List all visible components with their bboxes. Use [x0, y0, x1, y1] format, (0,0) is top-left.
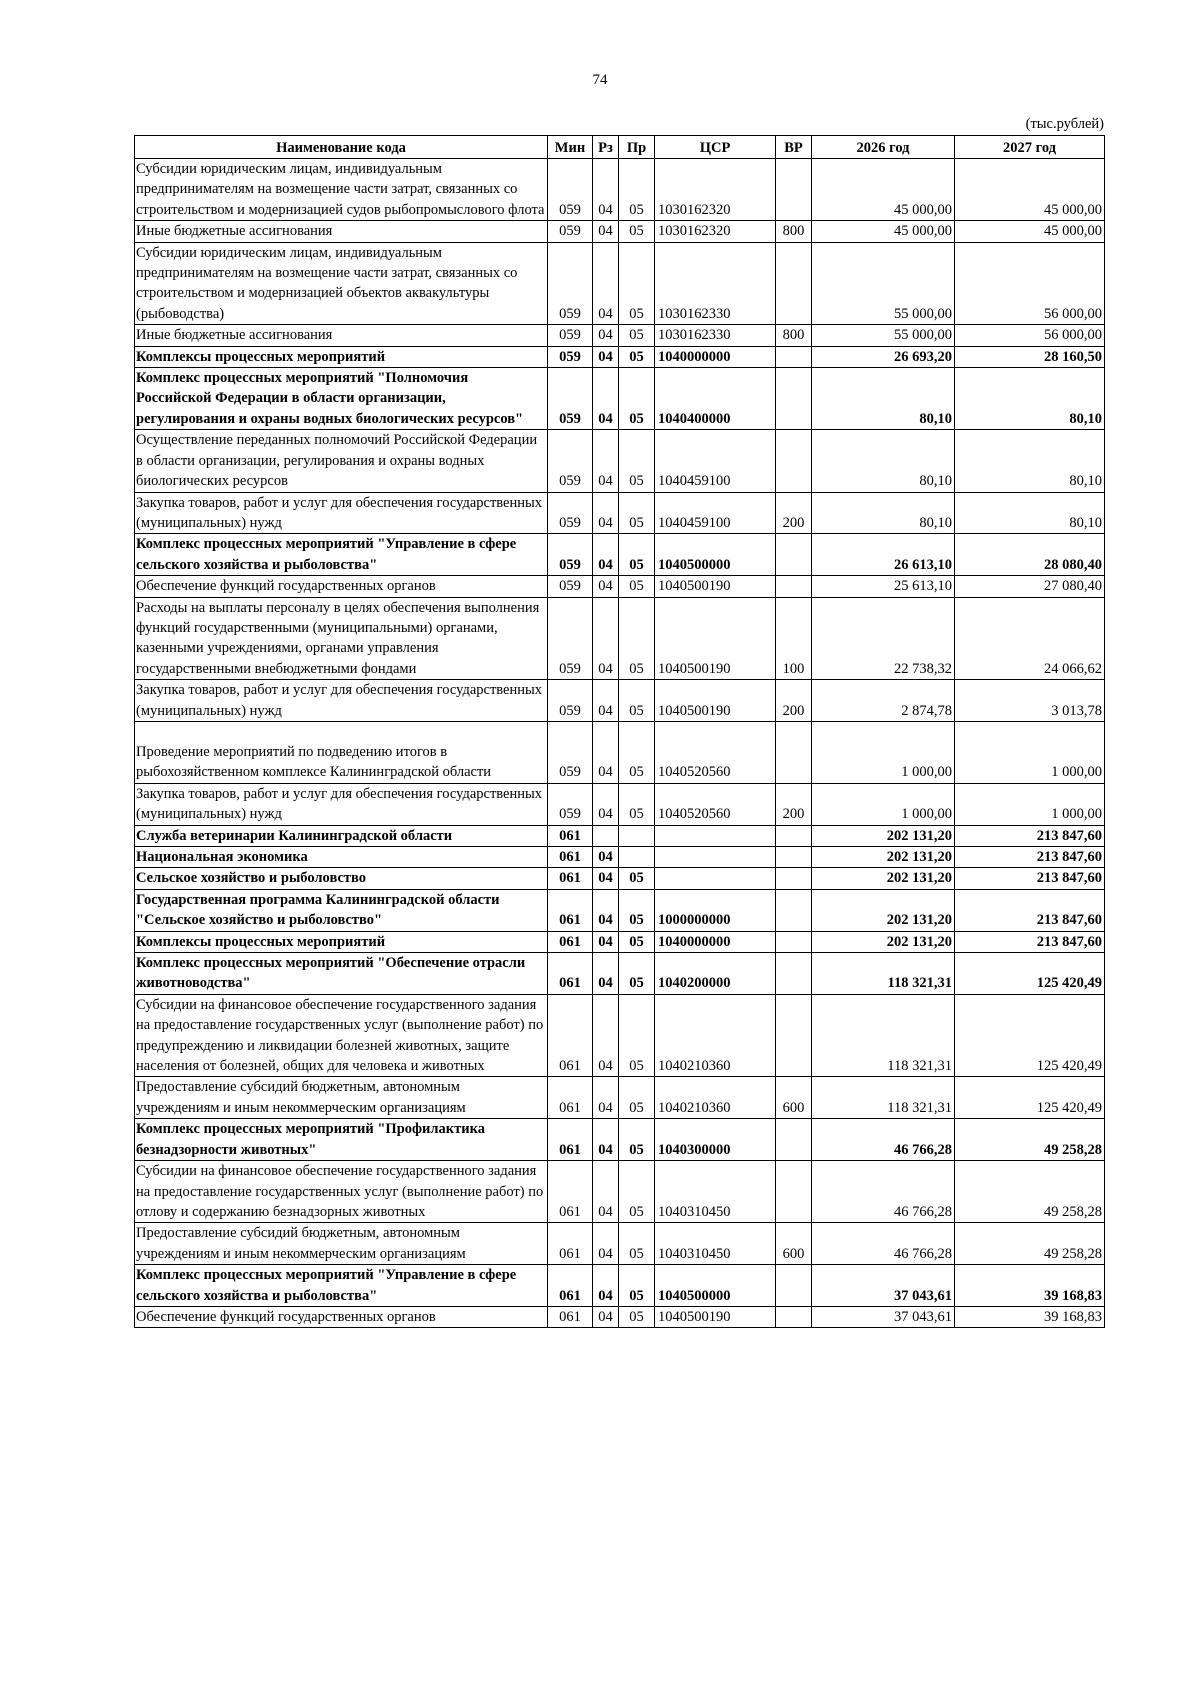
table-row — [135, 680, 1105, 722]
cell-csr: 1040500000 — [655, 1265, 776, 1307]
cell-pr: 05 — [619, 1119, 655, 1161]
cell-csr: 1040520560 — [655, 783, 776, 825]
cell-name: Комплекс процессных мероприятий "Управление в сфере сельского хозяйства и рыболовства" — [135, 1265, 548, 1307]
cell-rz: 04 — [593, 159, 619, 221]
cell-vr — [776, 847, 812, 868]
cell-pr — [619, 847, 655, 868]
cell-rz: 04 — [593, 346, 619, 367]
cell-min: 061 — [548, 1265, 593, 1307]
cell-rz: 04 — [593, 1265, 619, 1307]
cell-2026: 202 131,20 — [812, 868, 955, 889]
cell-vr — [776, 534, 812, 576]
cell-2026: 80,10 — [812, 430, 955, 492]
table-row — [135, 953, 1105, 995]
cell-rz: 04 — [593, 492, 619, 534]
cell-2027: 125 420,49 — [955, 953, 1105, 995]
cell-pr: 05 — [619, 680, 655, 722]
cell-pr: 05 — [619, 159, 655, 221]
cell-2026: 45 000,00 — [812, 159, 955, 221]
cell-vr: 100 — [776, 597, 812, 680]
cell-2027: 125 420,49 — [955, 1077, 1105, 1119]
cell-2026: 202 131,20 — [812, 889, 955, 931]
cell-csr: 1040310450 — [655, 1223, 776, 1265]
table-row — [135, 1306, 1105, 1327]
header-2026: 2026 год — [812, 136, 955, 159]
cell-2026: 80,10 — [812, 368, 955, 430]
table-row — [135, 721, 1105, 783]
cell-rz: 04 — [593, 868, 619, 889]
header-rz: Рз — [593, 136, 619, 159]
cell-vr: 800 — [776, 221, 812, 242]
cell-2027: 213 847,60 — [955, 931, 1105, 952]
cell-2027: 56 000,00 — [955, 242, 1105, 325]
cell-rz: 04 — [593, 430, 619, 492]
cell-pr: 05 — [619, 868, 655, 889]
cell-min: 059 — [548, 783, 593, 825]
cell-2026: 46 766,28 — [812, 1161, 955, 1223]
cell-rz: 04 — [593, 325, 619, 346]
cell-rz: 04 — [593, 1161, 619, 1223]
units-label: (тыс.рублей) — [1025, 116, 1104, 132]
table-row — [135, 994, 1105, 1077]
table-row — [135, 868, 1105, 889]
cell-vr: 600 — [776, 1223, 812, 1265]
table-row — [135, 1119, 1105, 1161]
cell-csr: 1040500190 — [655, 680, 776, 722]
cell-vr: 800 — [776, 325, 812, 346]
cell-rz: 04 — [593, 1223, 619, 1265]
cell-vr — [776, 242, 812, 325]
cell-vr: 200 — [776, 680, 812, 722]
cell-vr — [776, 994, 812, 1077]
cell-2027: 39 168,83 — [955, 1265, 1105, 1307]
cell-pr: 05 — [619, 1077, 655, 1119]
cell-rz: 04 — [593, 889, 619, 931]
table-row — [135, 931, 1105, 952]
cell-2027: 39 168,83 — [955, 1306, 1105, 1327]
cell-name: Иные бюджетные ассигнования — [135, 221, 548, 242]
cell-pr: 05 — [619, 721, 655, 783]
cell-rz: 04 — [593, 1119, 619, 1161]
cell-vr — [776, 931, 812, 952]
cell-2026: 202 131,20 — [812, 931, 955, 952]
table-row — [135, 221, 1105, 242]
header-min: Мин — [548, 136, 593, 159]
cell-2027: 213 847,60 — [955, 889, 1105, 931]
cell-2026: 46 766,28 — [812, 1223, 955, 1265]
cell-2026: 55 000,00 — [812, 325, 955, 346]
cell-csr: 1040459100 — [655, 430, 776, 492]
cell-csr: 1040500190 — [655, 576, 776, 597]
cell-name: Предоставление субсидий бюджетным, автономным учреждениям и иным некоммерческим организациям — [135, 1223, 548, 1265]
cell-name: Субсидии на финансовое обеспечение государственного задания на предоставление государственных услуг (выполнение работ) по предупреждению и ликвидации болезней животных, защите населения от болезней, общих для человека и животных — [135, 994, 548, 1077]
cell-min: 059 — [548, 576, 593, 597]
cell-rz: 04 — [593, 1077, 619, 1119]
cell-name: Осуществление переданных полномочий Российской Федерации в области организации, регулирования и охраны водных биологических ресурсов — [135, 430, 548, 492]
cell-2027: 27 080,40 — [955, 576, 1105, 597]
cell-min: 059 — [548, 721, 593, 783]
cell-pr: 05 — [619, 346, 655, 367]
table-header-row — [135, 136, 1105, 159]
cell-name: Иные бюджетные ассигнования — [135, 325, 548, 346]
cell-csr: 1030162330 — [655, 242, 776, 325]
cell-csr: 1040210360 — [655, 994, 776, 1077]
cell-name: Субсидии на финансовое обеспечение государственного задания на предоставление государственных услуг (выполнение работ) по отлову и содержанию безнадзорных животных — [135, 1161, 548, 1223]
cell-2027: 49 258,28 — [955, 1119, 1105, 1161]
cell-rz: 04 — [593, 534, 619, 576]
table-row — [135, 1161, 1105, 1223]
cell-2026: 2 874,78 — [812, 680, 955, 722]
table-row — [135, 346, 1105, 367]
cell-pr: 05 — [619, 783, 655, 825]
cell-min: 059 — [548, 346, 593, 367]
cell-2026: 45 000,00 — [812, 221, 955, 242]
cell-2027: 1 000,00 — [955, 783, 1105, 825]
cell-2026: 118 321,31 — [812, 994, 955, 1077]
cell-rz: 04 — [593, 953, 619, 995]
cell-csr: 1040300000 — [655, 1119, 776, 1161]
cell-name: Обеспечение функций государственных органов — [135, 1306, 548, 1327]
cell-vr — [776, 721, 812, 783]
cell-min: 061 — [548, 931, 593, 952]
cell-csr — [655, 868, 776, 889]
cell-name: Комплекс процессных мероприятий "Управление в сфере сельского хозяйства и рыболовства" — [135, 534, 548, 576]
cell-csr: 1000000000 — [655, 889, 776, 931]
cell-2027: 45 000,00 — [955, 159, 1105, 221]
cell-rz — [593, 825, 619, 846]
cell-pr: 05 — [619, 242, 655, 325]
table-row — [135, 159, 1105, 221]
cell-2027: 80,10 — [955, 492, 1105, 534]
cell-csr: 1040000000 — [655, 931, 776, 952]
cell-csr: 1040000000 — [655, 346, 776, 367]
cell-name: Обеспечение функций государственных органов — [135, 576, 548, 597]
cell-rz: 04 — [593, 368, 619, 430]
cell-min: 061 — [548, 994, 593, 1077]
cell-csr: 1040500190 — [655, 597, 776, 680]
cell-vr — [776, 825, 812, 846]
cell-2027: 28 080,40 — [955, 534, 1105, 576]
table-body — [135, 159, 1105, 1328]
page-number: 74 — [592, 72, 608, 88]
table-row — [135, 534, 1105, 576]
cell-csr: 1040400000 — [655, 368, 776, 430]
header-vr: ВР — [776, 136, 812, 159]
cell-pr: 05 — [619, 1265, 655, 1307]
cell-2026: 55 000,00 — [812, 242, 955, 325]
cell-rz: 04 — [593, 597, 619, 680]
table-row — [135, 242, 1105, 325]
cell-name: Комплекс процессных мероприятий "Полномочия Российской Федерации в области организации, регулирования и охраны водных биологических ресурсов" — [135, 368, 548, 430]
cell-csr: 1040500000 — [655, 534, 776, 576]
cell-2027: 1 000,00 — [955, 721, 1105, 783]
cell-vr — [776, 953, 812, 995]
cell-rz: 04 — [593, 783, 619, 825]
budget-table — [134, 135, 1105, 1328]
cell-name: Проведение мероприятий по подведению итогов в рыбохозяйственном комплексе Калининградской области — [135, 721, 548, 783]
cell-2026: 26 613,10 — [812, 534, 955, 576]
cell-2026: 80,10 — [812, 492, 955, 534]
cell-pr: 05 — [619, 953, 655, 995]
cell-2026: 118 321,31 — [812, 1077, 955, 1119]
cell-2027: 49 258,28 — [955, 1223, 1105, 1265]
cell-vr — [776, 889, 812, 931]
cell-min: 061 — [548, 889, 593, 931]
cell-2027: 80,10 — [955, 430, 1105, 492]
cell-min: 059 — [548, 159, 593, 221]
cell-2027: 28 160,50 — [955, 346, 1105, 367]
header-name: Наименование кода — [135, 136, 548, 159]
cell-rz: 04 — [593, 1306, 619, 1327]
cell-name: Комплекс процессных мероприятий "Обеспечение отрасли животноводства" — [135, 953, 548, 995]
cell-name: Закупка товаров, работ и услуг для обеспечения государственных (муниципальных) нужд — [135, 680, 548, 722]
cell-pr: 05 — [619, 994, 655, 1077]
cell-csr: 1030162320 — [655, 159, 776, 221]
table-row — [135, 368, 1105, 430]
cell-rz: 04 — [593, 242, 619, 325]
cell-name: Субсидии юридическим лицам, индивидуальным предпринимателям на возмещение части затрат, связанных со строительством и модернизацией судов рыбопромыслового флота — [135, 159, 548, 221]
cell-2026: 1 000,00 — [812, 783, 955, 825]
cell-rz: 04 — [593, 576, 619, 597]
cell-csr: 1030162330 — [655, 325, 776, 346]
cell-2026: 37 043,61 — [812, 1265, 955, 1307]
cell-min: 059 — [548, 597, 593, 680]
cell-2026: 26 693,20 — [812, 346, 955, 367]
table-row — [135, 1223, 1105, 1265]
cell-2027: 80,10 — [955, 368, 1105, 430]
cell-pr: 05 — [619, 368, 655, 430]
cell-name: Государственная программа Калининградской области "Сельское хозяйство и рыболовство" — [135, 889, 548, 931]
cell-vr — [776, 1119, 812, 1161]
cell-2026: 37 043,61 — [812, 1306, 955, 1327]
cell-min: 059 — [548, 325, 593, 346]
cell-vr: 600 — [776, 1077, 812, 1119]
cell-min: 059 — [548, 534, 593, 576]
cell-vr — [776, 1306, 812, 1327]
cell-vr — [776, 868, 812, 889]
cell-pr: 05 — [619, 889, 655, 931]
cell-min: 059 — [548, 430, 593, 492]
header-csr: ЦСР — [655, 136, 776, 159]
cell-rz: 04 — [593, 721, 619, 783]
cell-2027: 125 420,49 — [955, 994, 1105, 1077]
cell-min: 061 — [548, 847, 593, 868]
cell-csr: 1040459100 — [655, 492, 776, 534]
cell-2027: 213 847,60 — [955, 825, 1105, 846]
cell-2027: 45 000,00 — [955, 221, 1105, 242]
cell-name: Национальная экономика — [135, 847, 548, 868]
cell-2027: 49 258,28 — [955, 1161, 1105, 1223]
cell-csr: 1040200000 — [655, 953, 776, 995]
table-row — [135, 1265, 1105, 1307]
cell-min: 061 — [548, 1223, 593, 1265]
cell-min: 059 — [548, 221, 593, 242]
cell-pr: 05 — [619, 1161, 655, 1223]
cell-2026: 22 738,32 — [812, 597, 955, 680]
cell-name: Комплексы процессных мероприятий — [135, 346, 548, 367]
cell-rz: 04 — [593, 221, 619, 242]
cell-2026: 1 000,00 — [812, 721, 955, 783]
cell-pr: 05 — [619, 430, 655, 492]
cell-pr: 05 — [619, 1306, 655, 1327]
cell-csr — [655, 847, 776, 868]
table-row — [135, 597, 1105, 680]
cell-pr: 05 — [619, 534, 655, 576]
cell-min: 061 — [548, 868, 593, 889]
cell-pr — [619, 825, 655, 846]
cell-name: Закупка товаров, работ и услуг для обеспечения государственных (муниципальных) нужд — [135, 783, 548, 825]
cell-min: 061 — [548, 953, 593, 995]
cell-csr — [655, 825, 776, 846]
cell-pr: 05 — [619, 931, 655, 952]
table-row — [135, 325, 1105, 346]
cell-min: 059 — [548, 242, 593, 325]
cell-pr: 05 — [619, 492, 655, 534]
cell-pr: 05 — [619, 576, 655, 597]
cell-csr: 1040500190 — [655, 1306, 776, 1327]
table-row — [135, 889, 1105, 931]
table-row — [135, 576, 1105, 597]
cell-vr — [776, 1265, 812, 1307]
cell-csr: 1030162320 — [655, 221, 776, 242]
header-2027: 2027 год — [955, 136, 1105, 159]
cell-min: 061 — [548, 1161, 593, 1223]
cell-min: 061 — [548, 1077, 593, 1119]
cell-2026: 25 613,10 — [812, 576, 955, 597]
cell-min: 059 — [548, 368, 593, 430]
cell-rz: 04 — [593, 931, 619, 952]
cell-vr — [776, 346, 812, 367]
cell-name: Субсидии юридическим лицам, индивидуальным предпринимателям на возмещение части затрат, связанных со строительством и модернизацией объектов аквакультуры (рыбоводства) — [135, 242, 548, 325]
cell-2027: 3 013,78 — [955, 680, 1105, 722]
cell-vr: 200 — [776, 492, 812, 534]
cell-vr — [776, 1161, 812, 1223]
cell-pr: 05 — [619, 221, 655, 242]
cell-name: Комплексы процессных мероприятий — [135, 931, 548, 952]
table-row — [135, 847, 1105, 868]
cell-2027: 56 000,00 — [955, 325, 1105, 346]
cell-pr: 05 — [619, 325, 655, 346]
cell-name: Предоставление субсидий бюджетным, автономным учреждениям и иным некоммерческим организациям — [135, 1077, 548, 1119]
cell-vr — [776, 368, 812, 430]
cell-min: 061 — [548, 1119, 593, 1161]
cell-csr: 1040210360 — [655, 1077, 776, 1119]
cell-min: 059 — [548, 492, 593, 534]
cell-2026: 202 131,20 — [812, 825, 955, 846]
cell-name: Сельское хозяйство и рыболовство — [135, 868, 548, 889]
cell-csr: 1040310450 — [655, 1161, 776, 1223]
cell-2027: 213 847,60 — [955, 868, 1105, 889]
cell-rz: 04 — [593, 680, 619, 722]
cell-pr: 05 — [619, 597, 655, 680]
table-row — [135, 783, 1105, 825]
cell-min: 061 — [548, 1306, 593, 1327]
cell-2026: 118 321,31 — [812, 953, 955, 995]
cell-name: Комплекс процессных мероприятий "Профилактика безнадзорности животных" — [135, 1119, 548, 1161]
table-row — [135, 430, 1105, 492]
cell-min: 059 — [548, 680, 593, 722]
cell-name: Расходы на выплаты персоналу в целях обеспечения выполнения функций государственными (муниципальными) органами, казенными учреждениями, органами управления государственными внебюджетными фондами — [135, 597, 548, 680]
table-row — [135, 1077, 1105, 1119]
cell-2026: 46 766,28 — [812, 1119, 955, 1161]
cell-name: Закупка товаров, работ и услуг для обеспечения государственных (муниципальных) нужд — [135, 492, 548, 534]
cell-csr: 1040520560 — [655, 721, 776, 783]
header-pr: Пр — [619, 136, 655, 159]
cell-rz: 04 — [593, 847, 619, 868]
table-row — [135, 492, 1105, 534]
cell-2027: 24 066,62 — [955, 597, 1105, 680]
cell-name: Служба ветеринарии Калининградской области — [135, 825, 548, 846]
cell-min: 061 — [548, 825, 593, 846]
table-row — [135, 825, 1105, 846]
cell-2027: 213 847,60 — [955, 847, 1105, 868]
cell-vr — [776, 159, 812, 221]
cell-vr — [776, 430, 812, 492]
cell-rz: 04 — [593, 994, 619, 1077]
cell-2026: 202 131,20 — [812, 847, 955, 868]
cell-vr: 200 — [776, 783, 812, 825]
cell-pr: 05 — [619, 1223, 655, 1265]
cell-vr — [776, 576, 812, 597]
